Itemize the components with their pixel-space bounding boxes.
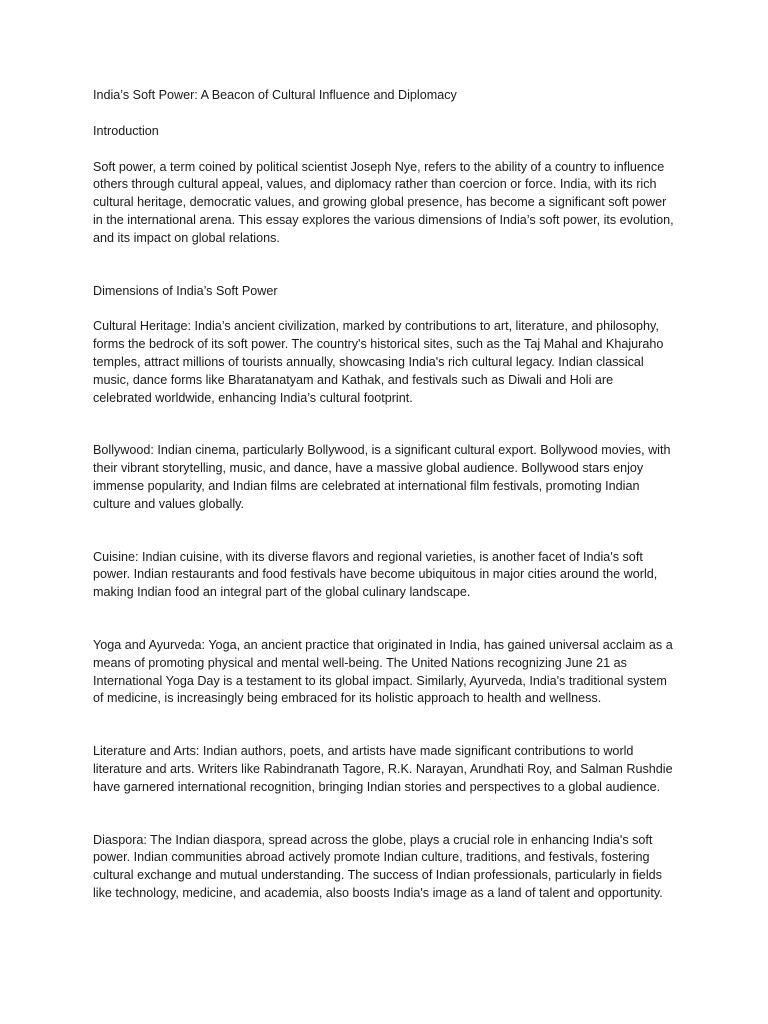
- section-yoga-ayurveda: Yoga and Ayurveda: Yoga, an ancient practice that originated in India, has gained universal acclaim as a means of promoting physical and mental well-being. The United Nations recognizing June 21 as International Yoga Day is a testament to its global impact. Similarly, Ayurveda, India's traditional system of medicine, is increasingly being embraced for its holistic approach to health and wellness.: [93, 637, 673, 706]
- document-body: [93, 87, 675, 921]
- intro-paragraph: Soft power, a term coined by political scientist Joseph Nye, refers to the ability of a country to influence others through cultural appeal, values, and diplomacy rather than coercion or force. India, with its rich cultural heritage, democratic values, and growing global presence, has become a significant soft power in the international arena. This essay explores the various dimensions of India’s soft power, its evolution, and its impact on global relations.: [93, 159, 674, 245]
- section-literature-arts: Literature and Arts: Indian authors, poets, and artists have made significant contributions to world literature and arts. Writers like Rabindranath Tagore, R.K. Narayan, Arundhati Roy, and Salman Rushdie have garnered international recognition, bringing Indian stories and perspectives to a global audience.: [93, 744, 673, 794]
- dimensions-heading: Dimensions of India’s Soft Power: [93, 283, 278, 298]
- document-title: India’s Soft Power: A Beacon of Cultural Influence and Diplomacy: [93, 88, 457, 102]
- section-cultural-heritage: Cultural Heritage: India’s ancient civilization, marked by contributions to art, literature, and philosophy, forms the bedrock of its soft power. The country's historical sites, such as the Taj Mahal and Khajuraho temples, attract millions of tourists annually, showcasing India's rich cultural legacy. Indian classical music, dance forms like Bharatanatyam and Kathak, and festivals such as Diwali and Holi are celebrated worldwide, enhancing India’s cultural footprint.: [93, 319, 664, 405]
- intro-heading: Introduction: [93, 123, 159, 138]
- section-bollywood: Bollywood: Indian cinema, particularly Bollywood, is a significant cultural export. Bollywood movies, with their vibrant storytelling, music, and dance, have a massive global audience. Bollywood stars enjoy immense popularity, and Indian films are celebrated at international film festivals, promoting Indian culture and values globally.: [93, 443, 671, 511]
- section-cuisine: Cuisine: Indian cuisine, with its diverse flavors and regional varieties, is another facet of India's soft power. Indian restaurants and food festivals have become ubiquitous in major cities around the world, making Indian food an integral part of the global culinary landscape.: [93, 549, 658, 600]
- section-diaspora: Diaspora: The Indian diaspora, spread across the globe, plays a crucial role in enhancing India's soft power. Indian communities abroad actively promote Indian culture, traditions, and festivals, fostering cultural exchange and mutual understanding. The success of Indian professionals, particularly in fields like technology, medicine, and academia, also boosts India's image as a land of talent and opportunity.: [93, 832, 663, 900]
